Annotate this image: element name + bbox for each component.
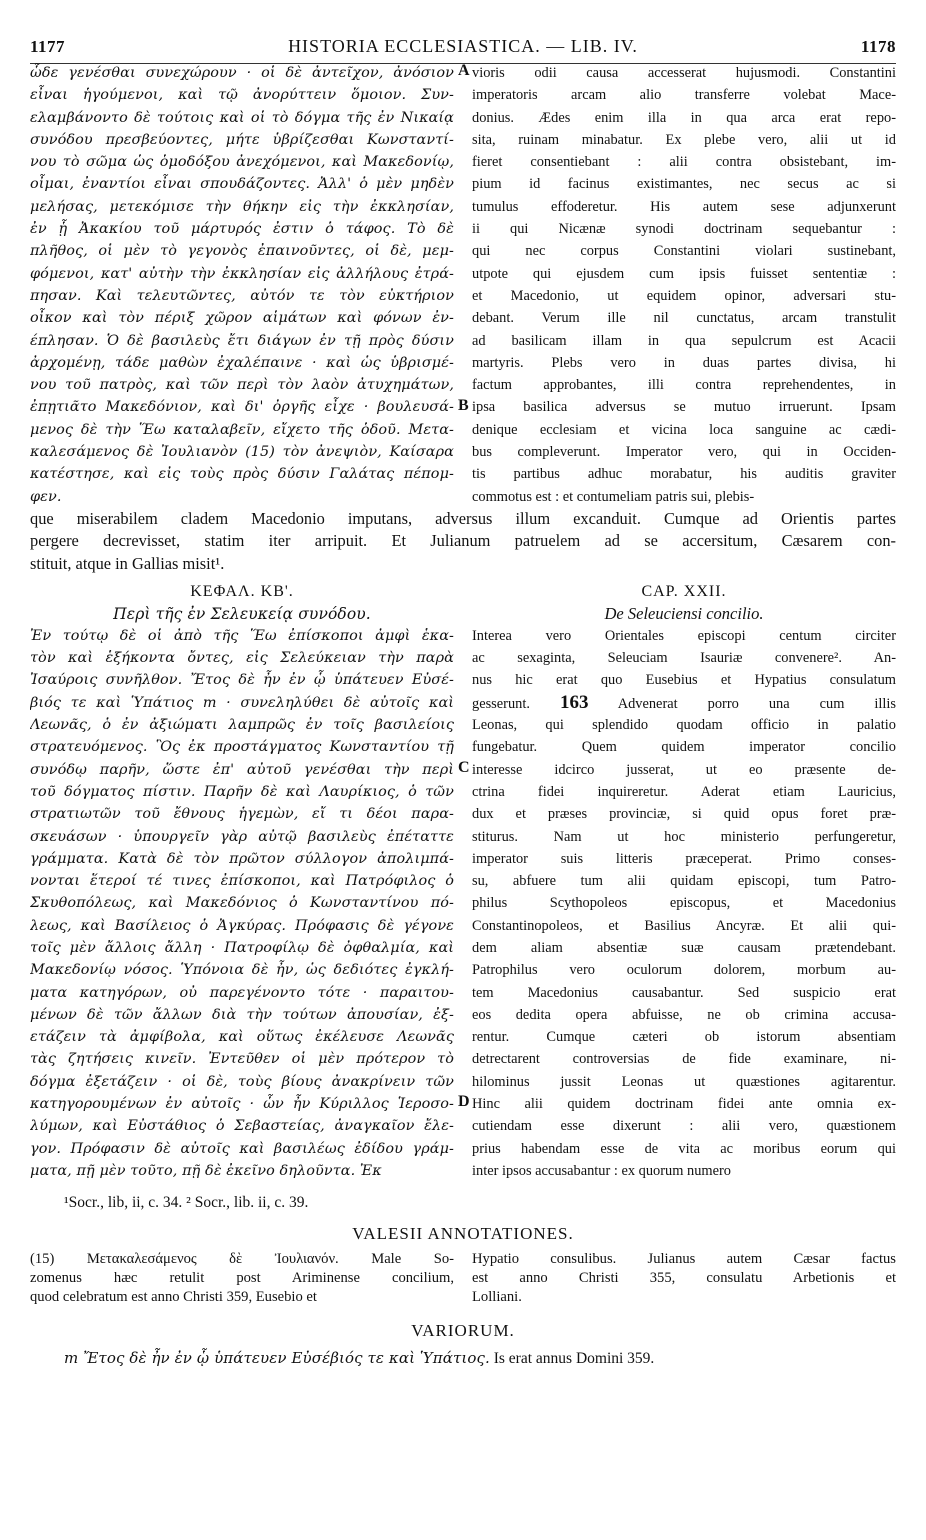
bottom-columns bbox=[30, 625, 896, 1182]
greek-text-line: νονται ἕτεροί τέ τινες ἐπίσκοποι, καὶ Πατρόφιλος ὁ bbox=[30, 873, 454, 890]
full-width-line: que miserabilem cladem Macedonio imputans, adversus illum excanduit. Cumque ad Orientis partes bbox=[30, 508, 896, 528]
latin-text-line: detrectarent controversias de fide examinare, ni- bbox=[472, 1051, 896, 1068]
latin-text-line: Leonas, qui splendido quodam officio in palatio bbox=[472, 717, 896, 734]
latin-text-line: et Macedonio, ut equidem opinor, adversari stu- bbox=[472, 287, 896, 304]
latin-text-line: interesse idcirco jusserat, ut eo præsente de- bbox=[472, 761, 896, 778]
latin-text-line: prius habendam esse de vita ac moribus eorum qui bbox=[472, 1140, 896, 1157]
variorum-latin: Is erat annus Domini 359. bbox=[489, 1350, 655, 1368]
latin-text-line: eos dedita opera abfuisse, ne ob crimina accusa- bbox=[472, 1006, 896, 1023]
section-marker: B bbox=[458, 396, 469, 414]
latin-text-line: ipsa basilica adversus se mutuo irruerunt. Ipsam bbox=[472, 399, 896, 416]
greek-text-line: ὧδε γενέσθαι συνεχώρουν · οἱ δὲ ἀντεῖχον, ἀνόσιον bbox=[30, 65, 454, 81]
annotation-line: (15) Μετακαλεσάμενος δὲ Ἰουλιανόν. Male So- bbox=[30, 1251, 454, 1268]
greek-text-line: κατέστησε, καὶ εἰς τοὺς πρὸς δύσιν Γαλάτας πέπομ- bbox=[30, 466, 454, 483]
latin-chapter-heading bbox=[472, 581, 896, 625]
greek-text-line: νου τὸ σῶμα ὡς ὁμοδόξου ἀνεχόμενοι, καὶ Μακεδονίῳ, bbox=[30, 154, 454, 171]
latin-text-line: ad basilicam illam in qua sepulcrum est Acacii bbox=[472, 332, 896, 349]
greek-text-line: εἶναι ἡγούμενοι, καὶ τῷ ἀνορύττειν ὅμοιον. Συν- bbox=[30, 87, 454, 104]
latin-text-line: inter ipsos accusabantur : ex quorum numero bbox=[472, 1162, 731, 1179]
greek-chapter-number: ΚΕΦΑΛ. ΚΒ'. bbox=[190, 582, 294, 600]
latin-text-line: imperator suis litteris præceperat. Primo conses- bbox=[472, 850, 896, 867]
latin-text-line: tem Macedonius causabantur. Sed suspicio erat bbox=[472, 984, 896, 1001]
greek-text-line: τοῦ δόγματος πίστιν. Παρῆν δὲ καὶ Λαυρίκιος, ὁ τῶν bbox=[30, 783, 454, 800]
greek-chapter-heading bbox=[30, 581, 454, 625]
greek-text-line: δόγμα ἐξετάζειν · οἱ δὲ, τοὺς βίους ἀνακρίνειν τῶν bbox=[30, 1073, 454, 1090]
greek-text-line: Μακεδονίῳ νόσος. Ὑπόνοια δὲ ἦν, ὡς δεδιότες ἐγκλή- bbox=[30, 962, 454, 979]
greek-text-line: τοῖς μὲν ἄλλοις ἄλλη · Πατροφίλῳ δὲ ὀφθαλμία, καὶ bbox=[30, 939, 454, 956]
greek-text-line: κατηγορουμένων ἐν αὐτοῖς · ὧν ἦν Κύριλλος Ἱεροσο- bbox=[30, 1096, 454, 1113]
greek-column-bottom bbox=[30, 625, 454, 1182]
latin-chapter-number: CAP. XXII. bbox=[641, 582, 727, 600]
latin-column-bottom bbox=[458, 625, 896, 1182]
greek-text-line: μένων δὲ τῶν ἄλλων διὰ τὴν τούτων ἀπουσίαν, ἐξ- bbox=[30, 1006, 454, 1023]
greek-text-line: μενος δὲ τὴν Ἕω καταλαβεῖν, εἴχετο τῆς ὁδοῦ. Μετα- bbox=[30, 421, 454, 438]
chapter-headings bbox=[30, 581, 896, 625]
latin-text-line: imperatoris arcam alio transferre volebat Mace- bbox=[472, 87, 896, 104]
full-width-text bbox=[30, 508, 896, 575]
greek-text-line: Σκυθοπόλεως, καὶ Μακεδόνιος ὁ Κωνσταντίνου πό- bbox=[30, 895, 454, 912]
greek-text-line: βιός τε καὶ Ὑπάτιος m · συνεληλύθει δὲ αὐτοῖς καὶ bbox=[30, 694, 454, 711]
greek-text-line: ετάζειν τὰ ἀμφίβολα, καὶ οὕτως ἐκέλευσε Λεωνᾶς bbox=[30, 1029, 454, 1046]
latin-text-line: factum approbantes, illi contra reprehendentes, in bbox=[472, 377, 896, 394]
greek-text-line: ἐπῃτιᾶτο Μακεδόνιον, καὶ δι' ὀργῆς εἶχε · βουλευσά- bbox=[30, 399, 454, 416]
latin-text-line: ii qui Nicænæ synodi doctrinam sequebantur : bbox=[472, 221, 896, 238]
latin-text-line: donius. Ædes enim illa in qua arca erat repo- bbox=[472, 109, 896, 126]
annotations bbox=[30, 1250, 896, 1307]
greek-text-line: μελήσας, μετεκόμισε τὴν θήκην εἰς τὴν ἐκκλησίαν, bbox=[30, 198, 454, 215]
greek-text-line: γον. Πρόφασιν δὲ αὐτοῖς καὶ βασιλέως ἐδίδου γράμ- bbox=[30, 1140, 454, 1157]
greek-text-line: ἀρχομένῃ, τάδε μαθὼν ἐχαλέπαινε · καὶ ὡς ὑβρισμέ- bbox=[30, 354, 454, 371]
annotation-line: est anno Christi 355, consulatu Arbetionis et bbox=[472, 1270, 896, 1287]
section-marker: A bbox=[458, 62, 470, 79]
greek-text-line: ἐν ᾗ Ἀκακίου τοῦ μάρτυρός ἐστιν ὁ τάφος. Τὸ δὲ bbox=[30, 221, 454, 238]
latin-text-line: Interea vero Orientales episcopi centum circiter bbox=[472, 627, 896, 644]
latin-text-line: hilominus jussit Leonas ut quæstiones agitarentur. bbox=[472, 1073, 896, 1090]
greek-text-line: Λεωνᾶς, ὁ ἐν ἀξιώματι λαμπρῶς ἐν τοῖς βασιλείοις bbox=[30, 717, 454, 734]
greek-text-line: Ἐν τούτῳ δὲ οἱ ἀπὸ τῆς Ἕω ἐπίσκοποι ἀμφὶ ἑκα- bbox=[30, 627, 454, 644]
inline-page-number: 163 bbox=[559, 691, 589, 713]
latin-text-line: tumulus effoderetur. His autem sese adjunxerunt bbox=[472, 198, 896, 215]
greek-text-line: τὰς ζητήσεις κινεῖν. Ἐντεῦθεν οἱ μὲν πρότερον τὸ bbox=[30, 1051, 454, 1068]
latin-text-line: cutiendam esse dixerunt : alii vero, quæstionem bbox=[472, 1118, 896, 1135]
latin-text-line: Constantinopoleos, et Basilius Ancyræ. Et alii qui- bbox=[472, 917, 896, 934]
greek-text-line: συνόδῳ παρῆν, ὥστε ἐπ' αὐτοῦ γενέσθαι τὴν περὶ bbox=[30, 761, 454, 778]
latin-text-line: nus hic erat quo Eusebius et Hypatius consulatum bbox=[472, 672, 896, 689]
footnotes: ¹Socr., lib, ii, c. 34. ² Socr., lib. ii, c. 39. bbox=[64, 1194, 309, 1212]
annotations-left bbox=[30, 1250, 454, 1307]
greek-text-line: στρατευόμενος. Ὃς ἐκ προστάγματος Κωνσταντίου τῇ bbox=[30, 739, 454, 756]
latin-text-line: utpote qui ejusdem cum ipsis fuisset sententiæ : bbox=[472, 265, 896, 282]
running-header bbox=[30, 36, 896, 62]
greek-text-line: πλῆθος, οἱ μὲν τὸ γεγονὸς ἐπαινοῦντες, οἱ δὲ, μεμ- bbox=[30, 243, 454, 260]
annotations-right bbox=[472, 1250, 896, 1307]
latin-text-line: su, abfuere tum alii quidam episcopi, tum Patro- bbox=[472, 873, 896, 890]
annotation-line: Lolliani. bbox=[472, 1289, 522, 1306]
latin-text-line: qui nec corpus Constantini violari sustinebant, bbox=[472, 243, 896, 260]
latin-chapter-title: De Seleuciensi concilio. bbox=[604, 603, 764, 623]
latin-text-line: denique ecclesiam et vicina loca sanguine ac cædi- bbox=[472, 421, 896, 438]
section-marker: D bbox=[458, 1093, 470, 1111]
latin-text-line: sita, ruinam minabatur. Ex plebe vero, alii ut id bbox=[472, 131, 896, 148]
latin-text-line: debant. Verum ille nil cunctatus, arcam transtulit bbox=[472, 310, 896, 327]
latin-text-line: vioris odii causa accesserat hujusmodi. Constantini bbox=[472, 65, 896, 81]
top-columns bbox=[30, 62, 896, 508]
greek-text-line: φεν. bbox=[30, 488, 62, 505]
latin-text-line: Hinc alii quidem doctrinam fidei ante omnia ex- bbox=[472, 1096, 896, 1113]
latin-text-line: ctrina fidei inquireretur. Aderat etiam Lauricius, bbox=[472, 783, 896, 800]
greek-text-line: έπλησαν. Ὁ δὲ βασιλεὺς ἔτι διάγων ἐν τῇ πρὸς δύσιν bbox=[30, 332, 454, 349]
latin-text-line: Patrophilus vero oculorum dolorem, morbum au- bbox=[472, 962, 896, 979]
latin-text-line: gesserunt. 163 Advenerat porro una cum illis bbox=[472, 691, 896, 713]
running-title: HISTORIA ECCLESIASTICA. — LIB. IV. bbox=[288, 36, 638, 56]
latin-text-line: pium id facinus existimantes, nec secus ac si bbox=[472, 176, 896, 193]
greek-text-line: οἶκον καὶ τὸν πέριξ χῶρον αἱμάτων καὶ φόνων ἐν- bbox=[30, 310, 454, 327]
greek-text-line: φόμενοι, κατ' αὐτὴν τὴν ἐκκλησίαν εἰς ἀλλήλους ἐτρά- bbox=[30, 265, 454, 282]
latin-text-line: tis partibus adhuc morabatur, his auditis graviter bbox=[472, 466, 896, 483]
greek-text-line: στρατιωτῶν τοῦ ἔθνους ἡγεμὼν, εἴ τι δέοι παρα- bbox=[30, 806, 454, 823]
greek-text-line: λύμων, καὶ Εὐστάθιος ὁ Σεβαστείας, ἀναγκαῖον ἔλε- bbox=[30, 1118, 454, 1135]
greek-text-line: λεως, καὶ Βασίλειος ὁ Ἀγκύρας. Πρόφασις δὲ γέγονε bbox=[30, 917, 454, 934]
full-width-line: pergere decrevisset, statim iter arripuit. Et Julianum patruelem ad se accersitum, Cæsarem con- bbox=[30, 531, 896, 551]
annotation-line: Hypatio consulibus. Julianus autem Cæsar factus bbox=[472, 1251, 896, 1268]
greek-text-line: τὸν καὶ ἑξήκοντα ὄντες, εἰς Σελεύκειαν τὴν παρὰ bbox=[30, 650, 454, 667]
latin-text-line: commotus est : et contumeliam patris sui, plebis- bbox=[472, 488, 755, 505]
greek-text-line: σκευάσων · ὑπουργεῖν γὰρ αὐτῷ βασιλεὺς ἐπέταττε bbox=[30, 828, 454, 845]
greek-text-line: ελαμβάνοντο δὲ τούτοις καὶ οἱ τὸ δόγμα τῆς ἐν Νικαίᾳ bbox=[30, 109, 454, 126]
latin-text-line: bus compleverunt. Imperator vero, qui in Occiden- bbox=[472, 444, 896, 461]
latin-text-line: martyris. Plebs vero in duas partes divisa, hi bbox=[472, 354, 896, 371]
latin-text-line: fieret consentiebant : alii contra obsistebant, im- bbox=[472, 154, 896, 171]
greek-column-top bbox=[30, 62, 454, 508]
book-page bbox=[30, 36, 896, 1368]
greek-text-line: ματα, πῇ μὲν τοῦτο, πῇ δὲ ἐκεῖνο δηλοῦντα. Ἐκ bbox=[30, 1162, 382, 1179]
annotation-line: quod celebratum est anno Christi 359, Eusebio et bbox=[30, 1289, 317, 1306]
variorum-note bbox=[64, 1349, 896, 1368]
latin-text-line: dux et præses provinciæ, si quid opus foret præ- bbox=[472, 806, 896, 823]
section-marker: C bbox=[458, 758, 470, 776]
variorum-title: VARIORUM. bbox=[411, 1321, 515, 1341]
variorum-greek: m Ἔτος δὲ ἦν ἐν ᾧ ὑπάτευεν Εὐσέβιός τε καὶ Ὑπάτιος. bbox=[64, 1349, 490, 1368]
full-width-line: stituit, atque in Gallias misit¹. bbox=[30, 553, 225, 573]
greek-text-line: καλεσάμενος δὲ Ἰουλιανὸν (15) τὸν ἀνεψιὸν, Καίσαρα bbox=[30, 444, 454, 461]
greek-chapter-title: Περὶ τῆς ἐν Σελευκείᾳ συνόδου. bbox=[113, 604, 371, 623]
latin-text-line: fungebatur. Quem quidem imperator concilio bbox=[472, 739, 896, 756]
greek-text-line: νου τοῦ πατρὸς, καὶ τῶν περὶ τὸν λαὸν ἀτυχημάτων, bbox=[30, 377, 454, 394]
greek-text-line: ματα κατηγόρων, οὐ παρεγένοντο τότε · παραιτου- bbox=[30, 984, 454, 1001]
greek-text-line: πησαν. Καὶ τελευτῶντες, αὐτόν τε τὸν εὐκτήριον bbox=[30, 287, 454, 304]
latin-text-line: rentur. Cumque cæteri ob istorum absentiam bbox=[472, 1029, 896, 1046]
latin-text-line: stiturus. Nam ut hoc ministerio perfungeretur, bbox=[472, 828, 896, 845]
greek-text-line: συνόδου πρεσβεύοντες, μήτε ὑβρίζεσθαι Κωνσταντί- bbox=[30, 131, 454, 148]
latin-column-top bbox=[458, 62, 896, 508]
latin-text-line: philus Scythopoleos episcopus, et Macedonius bbox=[472, 895, 896, 912]
latin-text-line: dem aliam absentiæ suæ causam prætendebant. bbox=[472, 939, 896, 956]
greek-text-line: γράμματα. Κατὰ δὲ τὸν πρῶτον σύλλογον ἀπολιμπά- bbox=[30, 850, 454, 867]
right-page-number: 1178 bbox=[860, 37, 896, 56]
greek-text-line: Ἰσαύροις συνῆλθον. Ἔτος δὲ ἦν ἐν ᾧ ὑπάτευεν Εὐσέ- bbox=[30, 672, 454, 689]
latin-text-line: ac sexaginta, Seleuciam Isauriæ convenere². An- bbox=[472, 650, 896, 667]
annotations-title: VALESII ANNOTATIONES. bbox=[352, 1224, 574, 1244]
annotation-line: zomenus hæc retulit post Ariminense concilium, bbox=[30, 1270, 454, 1287]
left-page-number: 1177 bbox=[30, 37, 66, 56]
greek-text-line: οἶμαι, ἐναντίοι εἶναι σπουδάζοντες. Ἀλλ' ὁ μὲν μηδὲν bbox=[30, 176, 454, 193]
